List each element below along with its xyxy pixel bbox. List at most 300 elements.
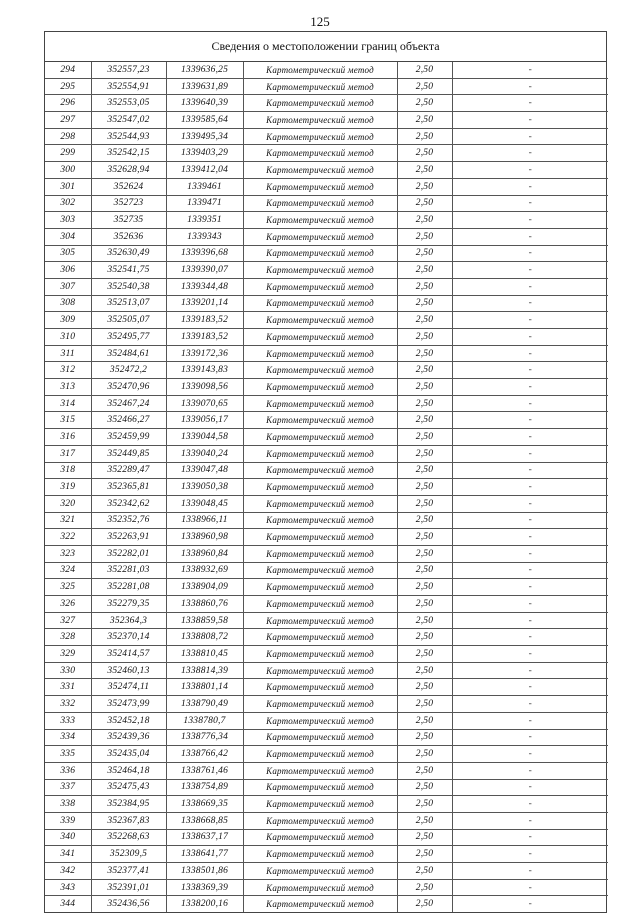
point-number-cell: 328	[45, 629, 91, 646]
accuracy-cell: 2,50	[397, 662, 452, 679]
table-row	[45, 812, 608, 829]
description-cell: -	[452, 162, 608, 179]
table-row	[45, 295, 608, 312]
description-cell: -	[452, 429, 608, 446]
point-number-cell: 300	[45, 162, 91, 179]
table-row	[45, 195, 608, 212]
point-number-cell: 307	[45, 278, 91, 295]
accuracy-cell: 2,50	[397, 495, 452, 512]
y-coordinate-cell: 1338966,11	[166, 512, 243, 529]
page-number: 125	[310, 14, 330, 29]
y-coordinate-cell: 1338808,72	[166, 629, 243, 646]
x-coordinate-cell: 352505,07	[91, 312, 166, 329]
description-cell: -	[452, 879, 608, 896]
x-coordinate-cell: 352473,99	[91, 696, 166, 713]
y-coordinate-cell: 1339201,14	[166, 295, 243, 312]
description-cell: -	[452, 295, 608, 312]
point-number-cell: 312	[45, 362, 91, 379]
method-cell: Картометрический метод	[243, 445, 397, 462]
table-row	[45, 112, 608, 129]
point-number-cell: 339	[45, 812, 91, 829]
point-number-cell: 303	[45, 212, 91, 229]
accuracy-cell: 2,50	[397, 228, 452, 245]
x-coordinate-cell: 352282,01	[91, 545, 166, 562]
method-cell: Картометрический метод	[243, 729, 397, 746]
accuracy-cell: 2,50	[397, 696, 452, 713]
accuracy-cell: 2,50	[397, 128, 452, 145]
accuracy-cell: 2,50	[397, 62, 452, 78]
point-number-cell: 315	[45, 412, 91, 429]
point-number-cell: 320	[45, 495, 91, 512]
x-coordinate-cell: 352439,36	[91, 729, 166, 746]
y-coordinate-cell: 1338668,85	[166, 812, 243, 829]
x-coordinate-cell: 352544,93	[91, 128, 166, 145]
table-row	[45, 762, 608, 779]
method-cell: Картометрический метод	[243, 312, 397, 329]
method-cell: Картометрический метод	[243, 412, 397, 429]
table-title: Сведения о местоположении границ объекта	[45, 32, 606, 62]
accuracy-cell: 2,50	[397, 863, 452, 880]
point-number-cell: 329	[45, 646, 91, 663]
accuracy-cell: 2,50	[397, 312, 452, 329]
x-coordinate-cell: 352449,85	[91, 445, 166, 462]
method-cell: Картометрический метод	[243, 829, 397, 846]
table-row	[45, 395, 608, 412]
table-row	[45, 78, 608, 95]
accuracy-cell: 2,50	[397, 395, 452, 412]
table-row	[45, 829, 608, 846]
table-row	[45, 145, 608, 162]
table-row	[45, 345, 608, 362]
x-coordinate-cell: 352435,04	[91, 746, 166, 763]
table-row	[45, 62, 608, 78]
description-cell: -	[452, 362, 608, 379]
method-cell: Картометрический метод	[243, 145, 397, 162]
accuracy-cell: 2,50	[397, 679, 452, 696]
table-row	[45, 729, 608, 746]
method-cell: Картометрический метод	[243, 696, 397, 713]
y-coordinate-cell: 1338637,17	[166, 829, 243, 846]
description-cell: -	[452, 228, 608, 245]
method-cell: Картометрический метод	[243, 712, 397, 729]
method-cell: Картометрический метод	[243, 596, 397, 613]
table-row	[45, 879, 608, 896]
description-cell: -	[452, 512, 608, 529]
x-coordinate-cell: 352484,61	[91, 345, 166, 362]
accuracy-cell: 2,50	[397, 829, 452, 846]
table-row	[45, 529, 608, 546]
method-cell: Картометрический метод	[243, 662, 397, 679]
x-coordinate-cell: 352475,43	[91, 779, 166, 796]
x-coordinate-cell: 352557,23	[91, 62, 166, 78]
description-cell: -	[452, 345, 608, 362]
x-coordinate-cell: 352472,2	[91, 362, 166, 379]
description-cell: -	[452, 95, 608, 112]
accuracy-cell: 2,50	[397, 479, 452, 496]
method-cell: Картометрический метод	[243, 545, 397, 562]
table-row	[45, 863, 608, 880]
point-number-cell: 296	[45, 95, 91, 112]
method-cell: Картометрический метод	[243, 863, 397, 880]
y-coordinate-cell: 1339396,68	[166, 245, 243, 262]
table-row	[45, 278, 608, 295]
y-coordinate-cell: 1338766,42	[166, 746, 243, 763]
point-number-cell: 316	[45, 429, 91, 446]
table-row	[45, 212, 608, 229]
y-coordinate-cell: 1339343	[166, 228, 243, 245]
point-number-cell: 301	[45, 178, 91, 195]
x-coordinate-cell: 352495,77	[91, 329, 166, 346]
y-coordinate-cell: 1338860,76	[166, 596, 243, 613]
x-coordinate-cell: 352467,24	[91, 395, 166, 412]
table-row	[45, 896, 608, 912]
point-number-cell: 343	[45, 879, 91, 896]
x-coordinate-cell: 352459,99	[91, 429, 166, 446]
point-number-cell: 298	[45, 128, 91, 145]
accuracy-cell: 2,50	[397, 445, 452, 462]
point-number-cell: 336	[45, 762, 91, 779]
accuracy-cell: 2,50	[397, 429, 452, 446]
y-coordinate-cell: 1339183,52	[166, 329, 243, 346]
accuracy-cell: 2,50	[397, 779, 452, 796]
y-coordinate-cell: 1338780,7	[166, 712, 243, 729]
description-cell: -	[452, 812, 608, 829]
table-row	[45, 646, 608, 663]
point-number-cell: 325	[45, 579, 91, 596]
point-number-cell: 317	[45, 445, 91, 462]
accuracy-cell: 2,50	[397, 612, 452, 629]
coordinates-table-body	[45, 62, 608, 912]
table-row	[45, 579, 608, 596]
x-coordinate-cell: 352377,41	[91, 863, 166, 880]
point-number-cell: 341	[45, 846, 91, 863]
point-number-cell: 313	[45, 379, 91, 396]
method-cell: Картометрический метод	[243, 512, 397, 529]
y-coordinate-cell: 1339631,89	[166, 78, 243, 95]
boundary-table-frame	[44, 31, 607, 913]
accuracy-cell: 2,50	[397, 278, 452, 295]
description-cell: -	[452, 846, 608, 863]
method-cell: Картометрический метод	[243, 212, 397, 229]
x-coordinate-cell: 352263,91	[91, 529, 166, 546]
x-coordinate-cell: 352547,02	[91, 112, 166, 129]
method-cell: Картометрический метод	[243, 812, 397, 829]
accuracy-cell: 2,50	[397, 345, 452, 362]
description-cell: -	[452, 662, 608, 679]
description-cell: -	[452, 312, 608, 329]
table-row	[45, 779, 608, 796]
description-cell: -	[452, 863, 608, 880]
y-coordinate-cell: 1339050,38	[166, 479, 243, 496]
y-coordinate-cell: 1339143,83	[166, 362, 243, 379]
y-coordinate-cell: 1338669,35	[166, 796, 243, 813]
accuracy-cell: 2,50	[397, 545, 452, 562]
y-coordinate-cell: 1338814,39	[166, 662, 243, 679]
point-number-cell: 334	[45, 729, 91, 746]
table-row	[45, 479, 608, 496]
y-coordinate-cell: 1338761,46	[166, 762, 243, 779]
description-cell: -	[452, 829, 608, 846]
accuracy-cell: 2,50	[397, 879, 452, 896]
x-coordinate-cell: 352414,57	[91, 646, 166, 663]
description-cell: -	[452, 612, 608, 629]
accuracy-cell: 2,50	[397, 162, 452, 179]
table-row	[45, 178, 608, 195]
accuracy-cell: 2,50	[397, 462, 452, 479]
table-row	[45, 596, 608, 613]
x-coordinate-cell: 352630,49	[91, 245, 166, 262]
point-number-cell: 332	[45, 696, 91, 713]
y-coordinate-cell: 1339461	[166, 178, 243, 195]
x-coordinate-cell: 352452,18	[91, 712, 166, 729]
accuracy-cell: 2,50	[397, 729, 452, 746]
point-number-cell: 311	[45, 345, 91, 362]
method-cell: Картометрический метод	[243, 329, 397, 346]
method-cell: Картометрический метод	[243, 846, 397, 863]
x-coordinate-cell: 352735	[91, 212, 166, 229]
y-coordinate-cell: 1339403,29	[166, 145, 243, 162]
method-cell: Картометрический метод	[243, 245, 397, 262]
description-cell: -	[452, 545, 608, 562]
accuracy-cell: 2,50	[397, 529, 452, 546]
table-row	[45, 162, 608, 179]
point-number-cell: 331	[45, 679, 91, 696]
x-coordinate-cell: 352554,91	[91, 78, 166, 95]
x-coordinate-cell: 352384,95	[91, 796, 166, 813]
description-cell: -	[452, 462, 608, 479]
table-row	[45, 312, 608, 329]
accuracy-cell: 2,50	[397, 412, 452, 429]
accuracy-cell: 2,50	[397, 95, 452, 112]
point-number-cell: 333	[45, 712, 91, 729]
y-coordinate-cell: 1339070,65	[166, 395, 243, 412]
accuracy-cell: 2,50	[397, 512, 452, 529]
method-cell: Картометрический метод	[243, 612, 397, 629]
method-cell: Картометрический метод	[243, 646, 397, 663]
x-coordinate-cell: 352542,15	[91, 145, 166, 162]
y-coordinate-cell: 1338200,16	[166, 896, 243, 912]
table-row	[45, 495, 608, 512]
point-number-cell: 337	[45, 779, 91, 796]
y-coordinate-cell: 1338960,98	[166, 529, 243, 546]
point-number-cell: 305	[45, 245, 91, 262]
point-number-cell: 295	[45, 78, 91, 95]
description-cell: -	[452, 679, 608, 696]
accuracy-cell: 2,50	[397, 245, 452, 262]
method-cell: Картометрический метод	[243, 362, 397, 379]
table-row	[45, 429, 608, 446]
description-cell: -	[452, 112, 608, 129]
description-cell: -	[452, 712, 608, 729]
method-cell: Картометрический метод	[243, 429, 397, 446]
table-row	[45, 629, 608, 646]
y-coordinate-cell: 1339412,04	[166, 162, 243, 179]
accuracy-cell: 2,50	[397, 329, 452, 346]
method-cell: Картометрический метод	[243, 579, 397, 596]
method-cell: Картометрический метод	[243, 95, 397, 112]
point-number-cell: 326	[45, 596, 91, 613]
accuracy-cell: 2,50	[397, 178, 452, 195]
description-cell: -	[452, 762, 608, 779]
accuracy-cell: 2,50	[397, 746, 452, 763]
point-number-cell: 319	[45, 479, 91, 496]
point-number-cell: 323	[45, 545, 91, 562]
table-row	[45, 545, 608, 562]
y-coordinate-cell: 1339040,24	[166, 445, 243, 462]
table-row	[45, 329, 608, 346]
table-row	[45, 462, 608, 479]
method-cell: Картометрический метод	[243, 262, 397, 279]
y-coordinate-cell: 1339172,36	[166, 345, 243, 362]
x-coordinate-cell: 352723	[91, 195, 166, 212]
table-row	[45, 445, 608, 462]
point-number-cell: 314	[45, 395, 91, 412]
method-cell: Картометрический метод	[243, 162, 397, 179]
accuracy-cell: 2,50	[397, 379, 452, 396]
y-coordinate-cell: 1338641,77	[166, 846, 243, 863]
method-cell: Картометрический метод	[243, 395, 397, 412]
x-coordinate-cell: 352289,47	[91, 462, 166, 479]
y-coordinate-cell: 1339044,58	[166, 429, 243, 446]
description-cell: -	[452, 195, 608, 212]
accuracy-cell: 2,50	[397, 579, 452, 596]
accuracy-cell: 2,50	[397, 629, 452, 646]
method-cell: Картометрический метод	[243, 879, 397, 896]
table-row	[45, 95, 608, 112]
y-coordinate-cell: 1338369,39	[166, 879, 243, 896]
method-cell: Картометрический метод	[243, 78, 397, 95]
description-cell: -	[452, 278, 608, 295]
description-cell: -	[452, 779, 608, 796]
x-coordinate-cell: 352352,76	[91, 512, 166, 529]
x-coordinate-cell: 352309,5	[91, 846, 166, 863]
table-row	[45, 562, 608, 579]
description-cell: -	[452, 646, 608, 663]
method-cell: Картометрический метод	[243, 679, 397, 696]
description-cell: -	[452, 145, 608, 162]
x-coordinate-cell: 352370,14	[91, 629, 166, 646]
description-cell: -	[452, 562, 608, 579]
method-cell: Картометрический метод	[243, 62, 397, 78]
method-cell: Картометрический метод	[243, 746, 397, 763]
description-cell: -	[452, 178, 608, 195]
method-cell: Картометрический метод	[243, 495, 397, 512]
y-coordinate-cell: 1339048,45	[166, 495, 243, 512]
description-cell: -	[452, 529, 608, 546]
method-cell: Картометрический метод	[243, 379, 397, 396]
x-coordinate-cell: 352279,35	[91, 596, 166, 613]
description-cell: -	[452, 479, 608, 496]
point-number-cell: 318	[45, 462, 91, 479]
table-row	[45, 712, 608, 729]
y-coordinate-cell: 1339636,25	[166, 62, 243, 78]
accuracy-cell: 2,50	[397, 646, 452, 663]
description-cell: -	[452, 495, 608, 512]
accuracy-cell: 2,50	[397, 112, 452, 129]
x-coordinate-cell: 352553,05	[91, 95, 166, 112]
description-cell: -	[452, 412, 608, 429]
x-coordinate-cell: 352460,13	[91, 662, 166, 679]
x-coordinate-cell: 352268,63	[91, 829, 166, 846]
accuracy-cell: 2,50	[397, 362, 452, 379]
description-cell: -	[452, 445, 608, 462]
y-coordinate-cell: 1339351	[166, 212, 243, 229]
accuracy-cell: 2,50	[397, 562, 452, 579]
method-cell: Картометрический метод	[243, 529, 397, 546]
description-cell: -	[452, 62, 608, 78]
x-coordinate-cell: 352540,38	[91, 278, 166, 295]
point-number-cell: 309	[45, 312, 91, 329]
accuracy-cell: 2,50	[397, 78, 452, 95]
table-row	[45, 362, 608, 379]
y-coordinate-cell: 1338776,34	[166, 729, 243, 746]
accuracy-cell: 2,50	[397, 596, 452, 613]
description-cell: -	[452, 379, 608, 396]
accuracy-cell: 2,50	[397, 896, 452, 912]
method-cell: Картометрический метод	[243, 128, 397, 145]
x-coordinate-cell: 352464,18	[91, 762, 166, 779]
point-number-cell: 322	[45, 529, 91, 546]
description-cell: -	[452, 746, 608, 763]
method-cell: Картометрический метод	[243, 779, 397, 796]
table-row	[45, 796, 608, 813]
table-row	[45, 128, 608, 145]
x-coordinate-cell: 352470,96	[91, 379, 166, 396]
y-coordinate-cell: 1339471	[166, 195, 243, 212]
method-cell: Картометрический метод	[243, 562, 397, 579]
accuracy-cell: 2,50	[397, 145, 452, 162]
description-cell: -	[452, 245, 608, 262]
description-cell: -	[528, 899, 532, 910]
y-coordinate-cell: 1338932,69	[166, 562, 243, 579]
table-row	[45, 262, 608, 279]
point-number-cell: 338	[45, 796, 91, 813]
point-number-cell: 294	[45, 62, 91, 78]
accuracy-cell: 2,50	[397, 762, 452, 779]
description-cell: -	[452, 696, 608, 713]
table-row	[45, 245, 608, 262]
y-coordinate-cell: 1338790,49	[166, 696, 243, 713]
point-number-cell: 310	[45, 329, 91, 346]
x-coordinate-cell: 352391,01	[91, 879, 166, 896]
y-coordinate-cell: 1338754,89	[166, 779, 243, 796]
accuracy-cell: 2,50	[397, 212, 452, 229]
x-coordinate-cell: 352281,08	[91, 579, 166, 596]
y-coordinate-cell: 1339098,56	[166, 379, 243, 396]
y-coordinate-cell: 1339495,34	[166, 128, 243, 145]
point-number-cell: 308	[45, 295, 91, 312]
x-coordinate-cell: 352466,27	[91, 412, 166, 429]
y-coordinate-cell: 1339183,52	[166, 312, 243, 329]
description-cell: -	[452, 262, 608, 279]
method-cell: Картометрический метод	[243, 462, 397, 479]
table-row	[45, 228, 608, 245]
method-cell: Картометрический метод	[243, 178, 397, 195]
table-row	[45, 746, 608, 763]
point-number-cell: 306	[45, 262, 91, 279]
description-cell: -	[452, 212, 608, 229]
x-coordinate-cell: 352364,3	[91, 612, 166, 629]
accuracy-cell: 2,50	[397, 195, 452, 212]
description-cell: -	[452, 329, 608, 346]
description-cell: -	[452, 596, 608, 613]
y-coordinate-cell: 1339344,48	[166, 278, 243, 295]
x-coordinate-cell: 352367,83	[91, 812, 166, 829]
table-row	[45, 412, 608, 429]
table-row	[45, 512, 608, 529]
point-number-cell: 299	[45, 145, 91, 162]
y-coordinate-cell: 1339640,39	[166, 95, 243, 112]
